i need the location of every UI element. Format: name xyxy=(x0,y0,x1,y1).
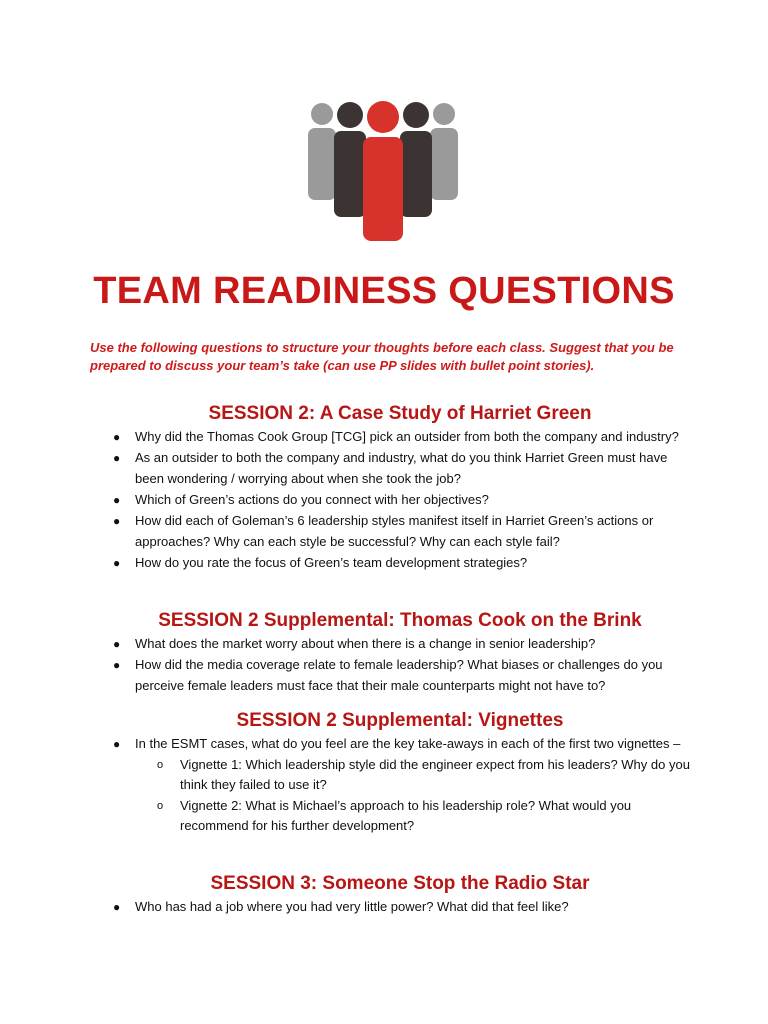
section-heading: SESSION 2: A Case Study of Harriet Green xyxy=(208,403,592,424)
section-heading: SESSION 2 Supplemental: Thomas Cook on the Brink xyxy=(158,610,642,631)
section-heading: SESSION 2 Supplemental: Vignettes xyxy=(236,710,564,731)
section-vignettes xyxy=(110,708,690,838)
bullet-icon: ● xyxy=(113,900,121,914)
section-heading: SESSION 3: Someone Stop the Radio Star xyxy=(210,873,590,894)
list-item: ● How did each of Goleman’s 6 leadership styles manifest itself in Harriet Green’s actions or approaches? Why can each style be successful? Why can each style fail? xyxy=(113,513,654,549)
question-list xyxy=(110,427,690,574)
sub-list-item: o Vignette 1: Which leadership style did the engineer expect from his leaders? Why do you think they failed to use it? xyxy=(157,756,690,793)
list-item: ● How do you rate the focus of Green’s team development strategies? xyxy=(110,553,690,574)
list-item: ● Which of Green’s actions do you connect with her objectives? xyxy=(110,490,690,511)
list-item: ● In the ESMT cases, what do you feel are the key take-aways in each of the first two vignettes – o Vignette 1: Which leadership style did the engineer expect from his leaders? Why do you think they failed to use it? o Vignette 2: What is Michael’s approach to his leadership role? What would you recommend for his further development? xyxy=(110,734,690,837)
list-item: ● Why did the Thomas Cook Group [TCG] pick an outsider from both the company and industry? xyxy=(110,427,690,448)
bullet-icon: ● xyxy=(113,637,121,651)
question-list xyxy=(110,897,690,918)
circle-bullet-icon: o xyxy=(157,799,164,812)
question-list xyxy=(110,634,690,696)
list-item: ● What does the market worry about when there is a change in senior leadership? xyxy=(110,634,690,655)
bullet-icon: ● xyxy=(113,451,121,466)
bullet-icon: ● xyxy=(113,514,121,529)
question-list xyxy=(110,734,690,837)
bullet-icon: ● xyxy=(113,737,121,751)
circle-bullet-icon: o xyxy=(157,758,164,771)
intro-text: Use the following questions to structure your thoughts before each class. Suggest that you be prepared to discuss your team’s take (can use PP slides with bullet point stories). xyxy=(90,340,674,373)
section-radio-star xyxy=(110,871,690,918)
section-harriet-green xyxy=(110,401,690,574)
sub-list xyxy=(135,755,690,837)
page-title: TEAM READINESS QUESTIONS xyxy=(93,270,675,312)
list-item: ● As an outsider to both the company and industry, what do you think Harriet Green must have been wondering / worrying about when she took the job? xyxy=(113,450,668,486)
sub-list-item: o Vignette 2: What is Michael’s approach to his leadership role? What would you recommend for his further development? xyxy=(157,797,632,834)
bullet-icon: ● xyxy=(113,430,121,444)
bullet-icon: ● xyxy=(113,555,121,570)
list-item: ● How did the media coverage relate to female leadership? What biases or challenges do you perceive female leaders must face that their male counterparts might not have to? xyxy=(113,657,663,693)
bullet-icon: ● xyxy=(113,658,121,673)
team-people-icon xyxy=(304,100,462,250)
list-item: ● Who has had a job where you had very little power? What did that feel like? xyxy=(110,897,690,918)
section-thomas-cook-brink xyxy=(110,608,690,697)
bullet-icon: ● xyxy=(113,492,121,507)
